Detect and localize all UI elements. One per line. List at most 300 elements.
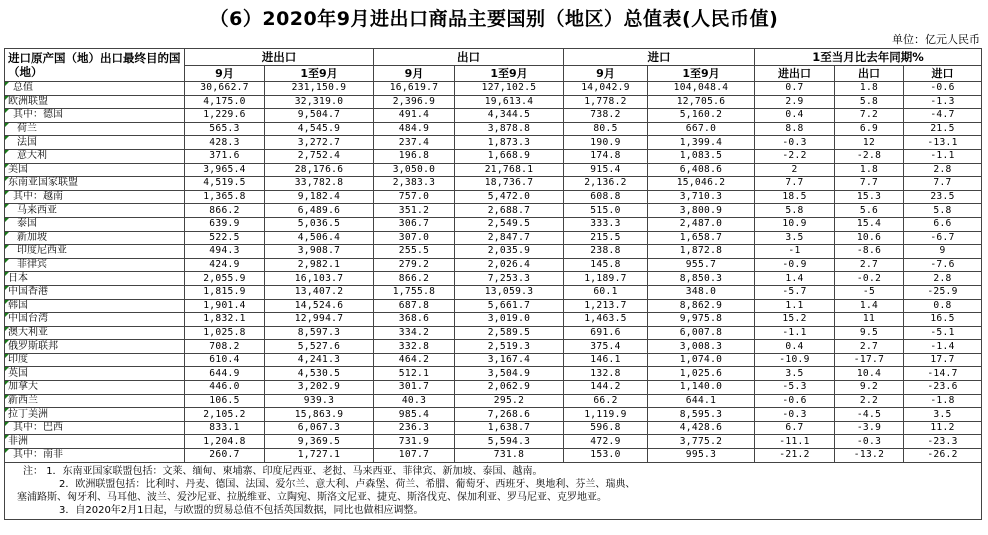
value-cell: 515.0 (564, 204, 648, 218)
value-cell: -0.3 (755, 408, 835, 422)
value-cell: 10.6 (835, 231, 904, 245)
region-name-cell: 其中：越南 (5, 190, 185, 204)
region-name-cell: 总值 (5, 82, 185, 96)
note-text: 2．欧洲联盟包括：比利时、丹麦、德国、法国、爱尔兰、意大利、卢森堡、荷兰、希腊、葡萄牙、西班牙、奥地利、芬兰、瑞典、 (59, 478, 636, 490)
value-cell: 66.2 (564, 394, 648, 408)
value-cell: 3,167.4 (455, 353, 564, 367)
value-cell: 446.0 (185, 381, 265, 395)
value-cell: 3,800.9 (648, 204, 755, 218)
value-cell: 7.7 (904, 177, 982, 191)
value-cell: 5,661.7 (455, 299, 564, 313)
value-cell: 4,344.5 (455, 109, 564, 123)
region-name-cell: 拉丁美洲 (5, 408, 185, 422)
value-cell: 13,059.3 (455, 285, 564, 299)
value-cell: 1,755.8 (374, 285, 455, 299)
table-row (5, 245, 982, 259)
table-row (5, 313, 982, 327)
table-row (5, 408, 982, 422)
value-cell: 2,055.9 (185, 272, 265, 286)
value-cell: 80.5 (564, 122, 648, 136)
value-cell: 30,662.7 (185, 82, 265, 96)
value-cell: 260.7 (185, 449, 265, 463)
value-cell: 33,782.8 (265, 177, 374, 191)
table-row (5, 82, 982, 96)
value-cell: 3,050.0 (374, 163, 455, 177)
value-cell: 333.3 (564, 217, 648, 231)
unit-label: 单位：亿元人民币 (892, 33, 980, 46)
value-cell: 23.5 (904, 190, 982, 204)
region-name-cell: 其中：德国 (5, 109, 185, 123)
value-cell: -13.1 (904, 136, 982, 150)
value-cell: 1,668.9 (455, 149, 564, 163)
value-cell: 215.5 (564, 231, 648, 245)
value-cell: 32,319.0 (265, 95, 374, 109)
value-cell: 231,150.9 (265, 82, 374, 96)
value-cell: 295.2 (455, 394, 564, 408)
value-cell: 1,638.7 (455, 421, 564, 435)
value-cell: 28,176.6 (265, 163, 374, 177)
value-cell: 7,253.3 (455, 272, 564, 286)
table-row (5, 421, 982, 435)
value-cell: 424.9 (185, 258, 265, 272)
value-cell: -1.1 (904, 149, 982, 163)
value-cell: 2,035.9 (455, 245, 564, 259)
sub-header: 1至9月 (455, 66, 564, 82)
table-row (5, 231, 982, 245)
value-cell: 2.2 (835, 394, 904, 408)
value-cell: 6.9 (835, 122, 904, 136)
value-cell: 6,408.6 (648, 163, 755, 177)
value-cell: 368.6 (374, 313, 455, 327)
value-cell: 985.4 (374, 408, 455, 422)
note-text: 塞浦路斯、匈牙利、马耳他、波兰、爱沙尼亚、拉脱维亚、立陶宛、斯洛文尼亚、捷克、斯洛伐克、保加利亚、罗马尼亚、克罗地亚。 (17, 491, 607, 503)
value-cell: 307.0 (374, 231, 455, 245)
value-cell: 5.6 (835, 204, 904, 218)
sub-header: 9月 (185, 66, 265, 82)
value-cell: 9.2 (835, 381, 904, 395)
table-row (5, 381, 982, 395)
group-header-total: 进出口 (185, 49, 374, 66)
value-cell: 8,595.3 (648, 408, 755, 422)
value-cell: 1,815.9 (185, 285, 265, 299)
value-cell: 14,042.9 (564, 82, 648, 96)
value-cell: 833.1 (185, 421, 265, 435)
value-cell: 9,975.8 (648, 313, 755, 327)
value-cell: 731.8 (455, 449, 564, 463)
value-cell: -1 (755, 245, 835, 259)
value-cell: -5.3 (755, 381, 835, 395)
value-cell: 1,204.8 (185, 435, 265, 449)
value-cell: 348.0 (648, 285, 755, 299)
value-cell: 2.7 (835, 340, 904, 354)
value-cell: 1,778.2 (564, 95, 648, 109)
value-cell: 639.9 (185, 217, 265, 231)
value-cell: 4,519.5 (185, 177, 265, 191)
region-name-cell: 新加坡 (5, 231, 185, 245)
value-cell: 522.5 (185, 231, 265, 245)
table-row (5, 435, 982, 449)
value-cell: 2,519.3 (455, 340, 564, 354)
group-header-yoy: 1至当月比去年同期% (755, 49, 982, 66)
value-cell: 3,019.0 (455, 313, 564, 327)
region-name-cell: 加拿大 (5, 381, 185, 395)
value-cell: 1,213.7 (564, 299, 648, 313)
value-cell: 3.5 (755, 367, 835, 381)
value-cell: 2,383.3 (374, 177, 455, 191)
value-cell: -5.1 (904, 326, 982, 340)
value-cell: 11 (835, 313, 904, 327)
value-cell: 107.7 (374, 449, 455, 463)
region-name-cell: 中国香港 (5, 285, 185, 299)
value-cell: 14,524.6 (265, 299, 374, 313)
value-cell: 1,399.4 (648, 136, 755, 150)
region-name-cell: 泰国 (5, 217, 185, 231)
value-cell: 1,463.5 (564, 313, 648, 327)
region-name-cell: 马来西亚 (5, 204, 185, 218)
value-cell: 132.8 (564, 367, 648, 381)
value-cell: -25.9 (904, 285, 982, 299)
value-cell: -2.8 (835, 149, 904, 163)
value-cell: 0.4 (755, 340, 835, 354)
value-cell: 565.3 (185, 122, 265, 136)
value-cell: 596.8 (564, 421, 648, 435)
value-cell: 8,850.3 (648, 272, 755, 286)
region-name-cell: 俄罗斯联邦 (5, 340, 185, 354)
value-cell: 196.8 (374, 149, 455, 163)
value-cell: 2 (755, 163, 835, 177)
note-line-1 (13, 465, 977, 478)
value-cell: 190.9 (564, 136, 648, 150)
region-name-cell: 菲律宾 (5, 258, 185, 272)
value-cell: 301.7 (374, 381, 455, 395)
value-cell: 2.8 (904, 163, 982, 177)
value-cell: 16.5 (904, 313, 982, 327)
value-cell: 3,908.7 (265, 245, 374, 259)
value-cell: 2,549.5 (455, 217, 564, 231)
value-cell: 1,140.0 (648, 381, 755, 395)
value-cell: 12 (835, 136, 904, 150)
value-cell: 8,597.3 (265, 326, 374, 340)
value-cell: 375.4 (564, 340, 648, 354)
value-cell: 1,074.0 (648, 353, 755, 367)
value-cell: -21.2 (755, 449, 835, 463)
value-cell: 5,472.0 (455, 190, 564, 204)
value-cell: -0.6 (755, 394, 835, 408)
value-cell: 3.5 (904, 408, 982, 422)
region-name-cell: 东南亚国家联盟 (5, 177, 185, 191)
value-cell: 2,688.7 (455, 204, 564, 218)
value-cell: 145.8 (564, 258, 648, 272)
value-cell: 512.1 (374, 367, 455, 381)
value-cell: 12,705.6 (648, 95, 755, 109)
value-cell: 1,119.9 (564, 408, 648, 422)
value-cell: 3.5 (755, 231, 835, 245)
value-cell: 1,872.8 (648, 245, 755, 259)
table-row (5, 217, 982, 231)
value-cell: 472.9 (564, 435, 648, 449)
value-cell: 1,365.8 (185, 190, 265, 204)
value-cell: 7.7 (835, 177, 904, 191)
value-cell: 2,396.9 (374, 95, 455, 109)
page-title: （6）2020年9月进出口商品主要国别（地区）总值表(人民币值) (209, 8, 779, 30)
value-cell: -0.3 (755, 136, 835, 150)
table-row (5, 149, 982, 163)
value-cell: 3,775.2 (648, 435, 755, 449)
value-cell: 18.5 (755, 190, 835, 204)
value-cell: -17.7 (835, 353, 904, 367)
value-cell: 757.0 (374, 190, 455, 204)
value-cell: 866.2 (185, 204, 265, 218)
value-cell: 174.8 (564, 149, 648, 163)
table-row (5, 163, 982, 177)
value-cell: 146.1 (564, 353, 648, 367)
region-name-cell: 中国台湾 (5, 313, 185, 327)
table-row (5, 109, 982, 123)
value-cell: 2,752.4 (265, 149, 374, 163)
value-cell: 4,241.3 (265, 353, 374, 367)
value-cell: 1,658.7 (648, 231, 755, 245)
value-cell: 866.2 (374, 272, 455, 286)
trade-table (4, 48, 982, 520)
value-cell: 15.4 (835, 217, 904, 231)
value-cell: 4,428.6 (648, 421, 755, 435)
value-cell: 6.6 (904, 217, 982, 231)
value-cell: 332.8 (374, 340, 455, 354)
value-cell: 9,504.7 (265, 109, 374, 123)
table-row (5, 204, 982, 218)
value-cell: 15,046.2 (648, 177, 755, 191)
note-text: 3．自2020年2月1日起，与欧盟的贸易总值不包括英国数据，同比也做相应调整。 (59, 504, 424, 516)
value-cell: 1.4 (755, 272, 835, 286)
region-name-cell: 韩国 (5, 299, 185, 313)
value-cell: 351.2 (374, 204, 455, 218)
value-cell: 144.2 (564, 381, 648, 395)
value-cell: 4,175.0 (185, 95, 265, 109)
value-cell: 21,768.1 (455, 163, 564, 177)
value-cell: 3,878.8 (455, 122, 564, 136)
sub-header: 9月 (374, 66, 455, 82)
notes-row (5, 462, 982, 519)
value-cell: 608.8 (564, 190, 648, 204)
value-cell: -14.7 (904, 367, 982, 381)
region-name-cell: 英国 (5, 367, 185, 381)
value-cell: -1.3 (904, 95, 982, 109)
value-cell: -10.9 (755, 353, 835, 367)
value-cell: -23.6 (904, 381, 982, 395)
value-cell: 9.5 (835, 326, 904, 340)
value-cell: -6.7 (904, 231, 982, 245)
table-row (5, 136, 982, 150)
sub-header: 9月 (564, 66, 648, 82)
value-cell: 1.1 (755, 299, 835, 313)
value-cell: 3,710.3 (648, 190, 755, 204)
value-cell: 9,182.4 (265, 190, 374, 204)
value-cell: 0.8 (904, 299, 982, 313)
value-cell: 667.0 (648, 122, 755, 136)
value-cell: 6,007.8 (648, 326, 755, 340)
value-cell: -4.5 (835, 408, 904, 422)
value-cell: 237.4 (374, 136, 455, 150)
sub-header: 进口 (904, 66, 982, 82)
group-header-import: 进口 (564, 49, 755, 66)
value-cell: -26.2 (904, 449, 982, 463)
value-cell: 40.3 (374, 394, 455, 408)
region-name-cell: 其中：南非 (5, 449, 185, 463)
value-cell: 5,160.2 (648, 109, 755, 123)
table-row (5, 394, 982, 408)
value-cell: 10.9 (755, 217, 835, 231)
value-cell: 644.9 (185, 367, 265, 381)
value-cell: 5.8 (904, 204, 982, 218)
table-row (5, 258, 982, 272)
value-cell: 3,504.9 (455, 367, 564, 381)
sub-header: 出口 (835, 66, 904, 82)
value-cell: 3,965.4 (185, 163, 265, 177)
sub-header: 1至9月 (265, 66, 374, 82)
value-cell: 1,189.7 (564, 272, 648, 286)
value-cell: -13.2 (835, 449, 904, 463)
table-row (5, 367, 982, 381)
value-cell: 2,062.9 (455, 381, 564, 395)
sub-header: 进出口 (755, 66, 835, 82)
value-cell: 6.7 (755, 421, 835, 435)
value-cell: 16,619.7 (374, 82, 455, 96)
value-cell: -5.7 (755, 285, 835, 299)
value-cell: 5,527.6 (265, 340, 374, 354)
table-row (5, 340, 982, 354)
value-cell: 2,105.2 (185, 408, 265, 422)
region-name-cell: 欧洲联盟 (5, 95, 185, 109)
value-cell: 9 (904, 245, 982, 259)
value-cell: -11.1 (755, 435, 835, 449)
sub-header: 1至9月 (648, 66, 755, 82)
value-cell: 955.7 (648, 258, 755, 272)
notes-cell (5, 462, 982, 519)
value-cell: 2,847.7 (455, 231, 564, 245)
region-name-cell: 非洲 (5, 435, 185, 449)
value-cell: -1.8 (904, 394, 982, 408)
value-cell: 7,268.6 (455, 408, 564, 422)
value-cell: 16,103.7 (265, 272, 374, 286)
value-cell: 1.4 (835, 299, 904, 313)
note-text: 1．东南亚国家联盟包括：文莱、缅甸、柬埔寨、印度尼西亚、老挝、马来西亚、菲律宾、新加坡、泰国、越南。 (46, 465, 543, 477)
value-cell: 15.2 (755, 313, 835, 327)
value-cell: 1,025.8 (185, 326, 265, 340)
table-row (5, 299, 982, 313)
value-cell: 60.1 (564, 285, 648, 299)
value-cell: 5.8 (755, 204, 835, 218)
value-cell: 4,506.4 (265, 231, 374, 245)
value-cell: 491.4 (374, 109, 455, 123)
value-cell: 0.7 (755, 82, 835, 96)
value-cell: 2,487.0 (648, 217, 755, 231)
value-cell: -7.6 (904, 258, 982, 272)
region-name-cell: 新西兰 (5, 394, 185, 408)
value-cell: 2.8 (904, 272, 982, 286)
value-cell: 153.0 (564, 449, 648, 463)
value-cell: 17.7 (904, 353, 982, 367)
value-cell: 334.2 (374, 326, 455, 340)
group-header-export: 出口 (374, 49, 564, 66)
value-cell: 5.8 (835, 95, 904, 109)
region-name-cell: 其中：巴西 (5, 421, 185, 435)
value-cell: -0.3 (835, 435, 904, 449)
value-cell: 484.9 (374, 122, 455, 136)
table-row (5, 272, 982, 286)
value-cell: 3,272.7 (265, 136, 374, 150)
value-cell: -5 (835, 285, 904, 299)
value-cell: -0.6 (904, 82, 982, 96)
table-row (5, 285, 982, 299)
region-column-header: 进口原产国（地）出口最终目的国（地） (5, 49, 185, 82)
value-cell: 687.8 (374, 299, 455, 313)
value-cell: 236.3 (374, 421, 455, 435)
value-cell: 6,067.3 (265, 421, 374, 435)
table-row (5, 190, 982, 204)
region-name-cell: 日本 (5, 272, 185, 286)
table-row (5, 326, 982, 340)
region-name-cell: 澳大利亚 (5, 326, 185, 340)
notes-label: 注： (23, 465, 43, 477)
value-cell: -23.3 (904, 435, 982, 449)
table-row (5, 95, 982, 109)
value-cell: 738.2 (564, 109, 648, 123)
value-cell: 1.8 (835, 82, 904, 96)
value-cell: -4.7 (904, 109, 982, 123)
value-cell: 10.4 (835, 367, 904, 381)
value-cell: 11.2 (904, 421, 982, 435)
value-cell: 8,862.9 (648, 299, 755, 313)
value-cell: 610.4 (185, 353, 265, 367)
value-cell: 731.9 (374, 435, 455, 449)
value-cell: -1.1 (755, 326, 835, 340)
value-cell: 127,102.5 (455, 82, 564, 96)
region-name-cell: 美国 (5, 163, 185, 177)
value-cell: -1.4 (904, 340, 982, 354)
value-cell: -0.2 (835, 272, 904, 286)
note-line-4 (13, 504, 977, 517)
value-cell: 1,727.1 (265, 449, 374, 463)
value-cell: 5,036.5 (265, 217, 374, 231)
value-cell: 7.2 (835, 109, 904, 123)
value-cell: 15,863.9 (265, 408, 374, 422)
value-cell: 306.7 (374, 217, 455, 231)
value-cell: 1.8 (835, 163, 904, 177)
note-line-3 (13, 491, 977, 504)
table-row (5, 449, 982, 463)
value-cell: 1,083.5 (648, 149, 755, 163)
value-cell: 2.9 (755, 95, 835, 109)
value-cell: -0.9 (755, 258, 835, 272)
value-cell: 7.7 (755, 177, 835, 191)
value-cell: 6,489.6 (265, 204, 374, 218)
value-cell: -2.2 (755, 149, 835, 163)
region-name-cell: 印度 (5, 353, 185, 367)
value-cell: 1,832.1 (185, 313, 265, 327)
value-cell: 4,530.5 (265, 367, 374, 381)
value-cell: 9,369.5 (265, 435, 374, 449)
value-cell: 255.5 (374, 245, 455, 259)
value-cell: 19,613.4 (455, 95, 564, 109)
value-cell: 464.2 (374, 353, 455, 367)
value-cell: 2.7 (835, 258, 904, 272)
value-cell: 1,873.3 (455, 136, 564, 150)
note-line-2 (13, 478, 977, 491)
value-cell: 2,982.1 (265, 258, 374, 272)
value-cell: -8.6 (835, 245, 904, 259)
value-cell: 21.5 (904, 122, 982, 136)
value-cell: 2,589.5 (455, 326, 564, 340)
